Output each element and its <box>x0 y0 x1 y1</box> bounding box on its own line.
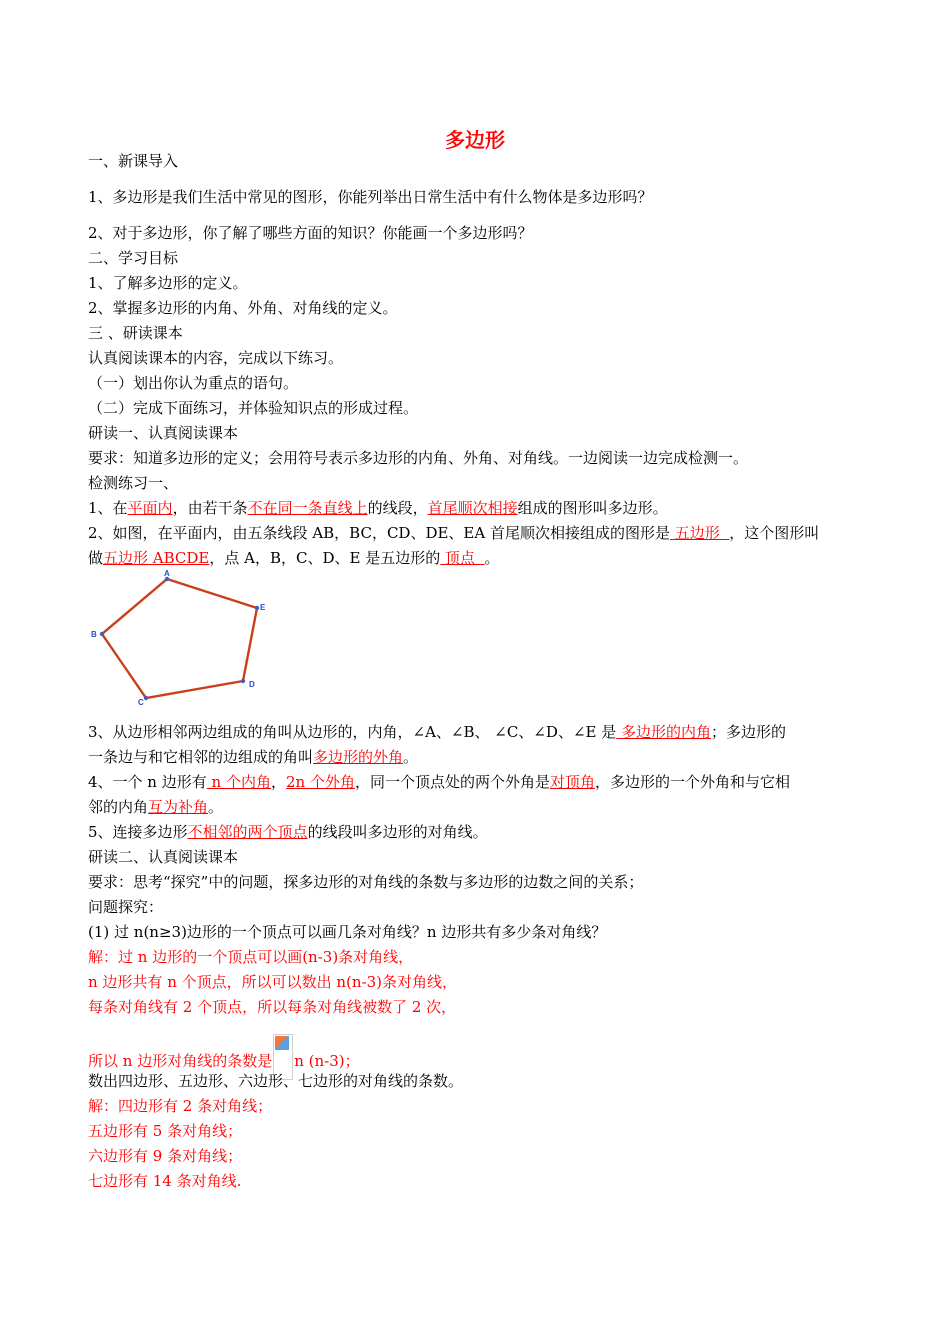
solution-1-line-2: n 边形共有 n 个顶点，所以可以数出 n(n-3)条对角线， <box>88 973 458 991</box>
solution-2-line-1: 解：四边形有 2 条对角线； <box>88 1097 273 1115</box>
solution-1-line-4: 所以 n 边形对角线的条数是 n (n-3)； <box>88 1034 360 1080</box>
label-e: E <box>260 603 266 612</box>
answer-supplementary: 互为补角 <box>148 798 209 816</box>
exercise-one-heading: 检测练习一、 <box>88 474 179 492</box>
answer-end-to-end: 首尾顺次相接 <box>427 499 518 517</box>
answer-exterior-angle: 多边形的外角 <box>313 748 404 766</box>
exercise-2-line-1: 2、如图，在平面内，由五条线段 AB，BC，CD、DE、EA 首尾顺次相接组成的图形是 五边形 ，这个图形叫 <box>88 524 820 542</box>
solution-2-line-2: 五边形有 5 条对角线； <box>88 1122 243 1140</box>
vertex-b-dot <box>100 632 104 636</box>
vertex-c-dot <box>144 696 148 700</box>
exercise-4-line-1: 4、一个 n 边形有 n 个内角，2n 个外角，同一个顶点处的两个外角是对顶角，多边形的一个外角和与它相 <box>88 773 790 791</box>
pentagon-shape <box>102 579 257 698</box>
answer-2n-exterior: 2n 个外角 <box>285 773 355 791</box>
answer-vertex: 顶点 <box>440 549 485 567</box>
section-heading-1: 一、新课导入 <box>88 152 179 170</box>
answer-vertical-angles: 对顶角 <box>549 773 595 791</box>
inquiry-question-2: 数出四边形、五边形、六边形、七边形的对角线的条数。 <box>88 1072 464 1090</box>
label-b: B <box>91 630 97 639</box>
study-two-heading: 研读二、认真阅读课本 <box>88 848 239 866</box>
exercise-3-line-1: 3、从边形相邻两边组成的角叫从边形的，内角，∠A、∠B、 ∠C、∠D、∠E 是 多边形的内角；多边形的 <box>88 723 787 741</box>
goal-1: 1、了解多边形的定义。 <box>88 274 248 292</box>
label-a: A <box>164 569 170 578</box>
study-two-requirement: 要求：思考“探究”中的问题，探多边形的对角线的条数与多边形的边数之间的关系； <box>88 873 644 891</box>
goal-2: 2、掌握多边形的内角、外角、对角线的定义。 <box>88 299 398 317</box>
question-1: 1、多边形是我们生活中常见的图形，你能列举出日常生活中有什么物体是多边形吗？ <box>88 188 653 206</box>
answer-pentagon: 五边形 <box>669 524 730 542</box>
exercise-1: 1、在平面内，由若干条不在同一条直线上的线段，首尾顺次相接组成的图形叫多边形。 <box>88 499 668 517</box>
exercise-2-line-2: 做五边形 ABCDE，点 A，B，C、D、E 是五边形的 顶点 。 <box>88 549 500 567</box>
answer-plane: 平面内 <box>127 499 173 517</box>
reading-step-1: （一）划出你认为重点的语句。 <box>88 374 299 392</box>
broken-image-icon <box>275 1036 289 1050</box>
pentagon-figure <box>86 566 276 706</box>
study-one-heading: 研读一、认真阅读课本 <box>88 424 239 442</box>
answer-pentagon-abcde: 五边形 ABCDE <box>103 549 210 567</box>
section-heading-3: 三 、研读课本 <box>88 324 183 342</box>
exercise-3-line-2: 一条边与和它相邻的边组成的角叫多边形的外角。 <box>88 748 419 766</box>
solution-2-line-4: 七边形有 14 条对角线. <box>88 1172 242 1190</box>
label-d: D <box>249 680 255 689</box>
page-title: 多边形 <box>445 128 505 152</box>
reading-intro: 认真阅读课本的内容，完成以下练习。 <box>88 349 344 367</box>
solution-1-line-1: 解：过 n 边形的一个顶点可以画(n-3)条对角线， <box>88 948 414 966</box>
solution-2-line-3: 六边形有 9 条对角线； <box>88 1147 243 1165</box>
exercise-5: 5、连接多边形不相邻的两个顶点的线段叫多边形的对角线。 <box>88 823 488 841</box>
vertex-e-dot <box>255 606 259 610</box>
answer-not-collinear: 不在同一条直线上 <box>247 499 368 517</box>
solution-1-line-3: 每条对角线有 2 个顶点，所以每条对角线被数了 2 次， <box>88 998 457 1016</box>
vertex-d-dot <box>241 679 245 683</box>
answer-non-adjacent-vertices: 不相邻的两个顶点 <box>187 823 308 841</box>
question-2: 2、对于多边形，你了解了哪些方面的知识？你能画一个多边形吗？ <box>88 224 533 242</box>
label-c: C <box>138 698 144 706</box>
answer-interior-angle: 多边形的内角 <box>616 723 712 741</box>
study-one-requirement: 要求：知道多边形的定义；会用符号表示多边形的内角、外角、对角线。一边阅读一边完成检测一。 <box>88 449 749 467</box>
inquiry-heading: 问题探究： <box>88 898 164 916</box>
answer-n-interior: n 个内角 <box>206 773 271 791</box>
section-heading-2: 二、学习目标 <box>88 249 179 267</box>
inquiry-question-1: (1) 过 n(n≥3)边形的一个顶点可以画几条对角线？n 边形共有多少条对角线？ <box>88 923 607 941</box>
reading-step-2: （二）完成下面练习，并体验知识点的形成过程。 <box>88 399 419 417</box>
exercise-4-line-2: 邻的内角互为补角。 <box>88 798 224 816</box>
